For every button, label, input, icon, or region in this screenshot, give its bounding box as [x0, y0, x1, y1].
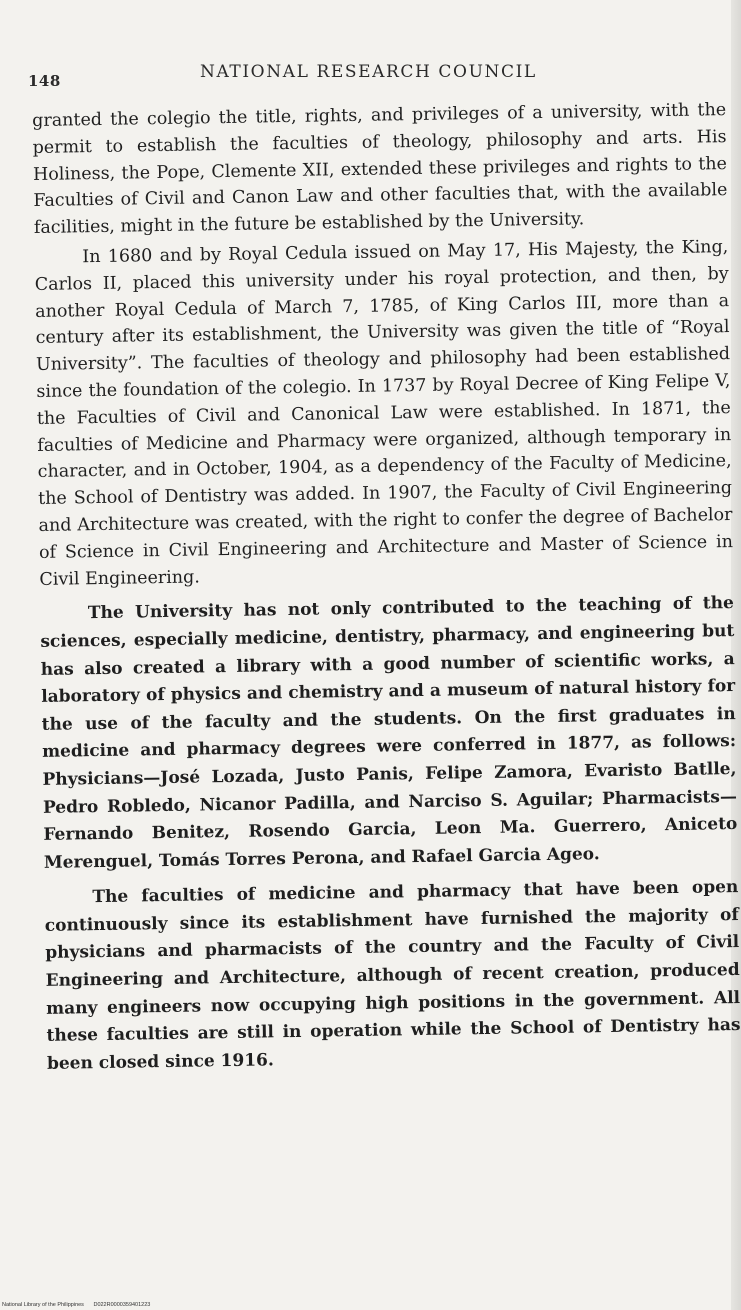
scan-footer: [2, 1302, 158, 1308]
page-number: 148: [28, 72, 61, 90]
body-text: [32, 97, 741, 1081]
footer-identifier: D022R0000359401223: [93, 1302, 151, 1308]
paragraph-faculties-operation: The faculties of medicine and pharmacy that have been open continuously since its establishment have furnished the majority of physicians and pharmacists of the country and the Faculty of Civil Engineering and Architecture, although of recent creation, produced many engineers now occupying high positions in the government. All these faculties are still in operation while the School of Dentistry has been closed since 1916.: [44, 877, 741, 1074]
page-header: [28, 60, 718, 90]
paragraph-university-contributions: The University has not only contributed to the teaching of the sciences, especially medicine, dentistry, pharmacy, and engineering but has also created a library with a good number of scientific works, a laboratory of physics and chemistry and a museum of natural history for the use of the faculty and the students. On the first graduates in medicine and pharmacy degrees were conferred in 1877, as follows: Physicians—José Lozada, Justo Panis, Felipe Zamora, Evaristo Batlle, Pedro Robledo, Nicanor Padilla, and Narciso S. Aguilar; Pharmacists—Fernando Benitez, Rosendo Garcia, Leon Ma. Guerrero, Aniceto Merenguel, Tomás Torres Perona, and Rafael Garcia Ageo.: [40, 593, 738, 873]
running-head: NATIONAL RESEARCH COUNCIL: [200, 62, 537, 82]
footer-library: National Library of the Philippines: [2, 1302, 84, 1308]
paragraph-continuation: granted the colegio the title, rights, and privileges of a university, with the permit to establish the faculties of theology, philosophy and arts. His Holiness, the Pope, Clemente XII, extended these privileges and rights to the Faculties of Civil and Canon Law and other faculties that, with the available facilities, might in the future be established by the University.: [32, 100, 728, 239]
paragraph-royal-cedula: In 1680 and by Royal Cedula issued on May 17, His Majesty, the King, Carlos II, placed this university under his royal protection, and then, by another Royal Cedula of March 7, 1785, of King Carlos III, more than a century after its establishment, the University was given the title of “Royal University”. The faculties of theology and philosophy had been established since the foundation of the colegio. In 1737 by Royal Decree of King Felipe V, the Faculties of Civil and Canonical Law were established. In 1871, the faculties of Medicine and Pharmacy were organized, although temporary in character, and in October, 1904, as a dependency of the Faculty of Medicine, the School of Dentistry was added. In 1907, the Faculty of Civil Engineering and Architecture was created, with the right to confer the degree of Bachelor of Science in Civil Engineering and Architecture and Master of Science in Civil Engineering.: [34, 237, 734, 590]
